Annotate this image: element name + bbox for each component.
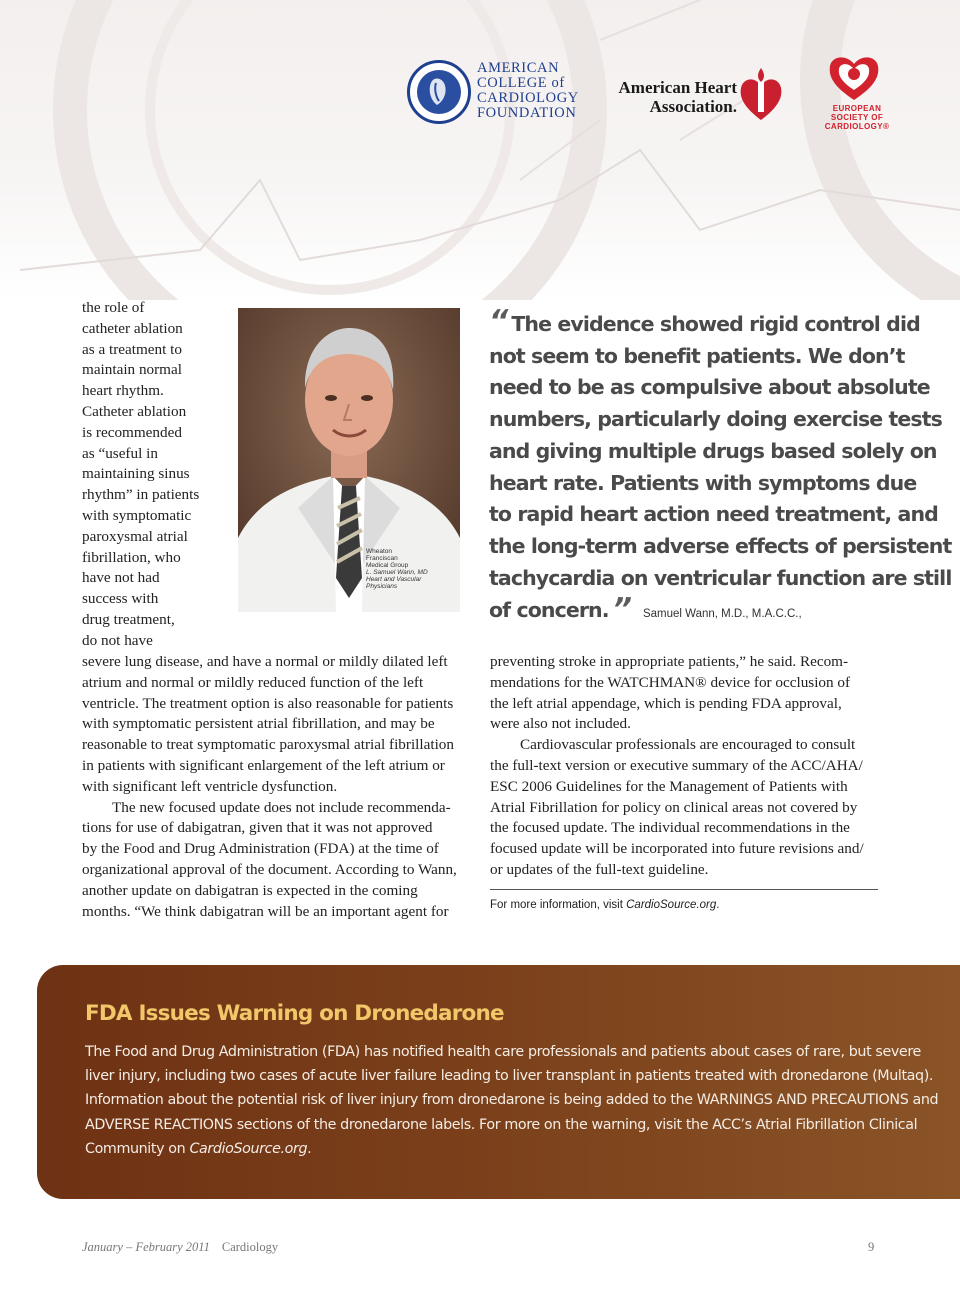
text-line: the left atrial appendage, which is pending FDA approval, <box>490 694 842 712</box>
sidebar-cardiosource-link[interactable]: CardioSource.org <box>189 1140 308 1157</box>
sidebar-line: liver injury, including two cases of acute liver failure leading to liver transplant in patients treated with dronedarone (Multaq). <box>85 1068 934 1085</box>
text-line: by the Food and Drug Administration (FDA) at the time of <box>82 840 439 858</box>
esc-wordmark: EUROPEAN SOCIETY OF CARDIOLOGY® <box>824 104 890 131</box>
text-line: rhythm” in patients <box>82 486 200 504</box>
divider-rule <box>490 889 878 890</box>
background-artwork <box>0 0 960 300</box>
acc-wordmark: AMERICAN COLLEGE of CARDIOLOGY FOUNDATION <box>477 60 579 121</box>
more-info-note: For more information, visit CardioSource.org. <box>490 899 720 911</box>
text-line: ventricle. The treatment option is also reasonable for patients <box>82 694 454 712</box>
name-badge: Wheaton Franciscan Medical Group L. Samuel Wann, MD Heart and Vascular Physicians <box>366 548 428 590</box>
article-narrow-column <box>82 298 237 652</box>
quote-line: heart rate. Patients with symptoms due <box>489 470 917 495</box>
text-line: with symptomatic <box>82 506 192 524</box>
page-number: 9 <box>868 1240 875 1254</box>
sidebar-line: ADVERSE REACTIONS sections of the dronedarone labels. For more on the warning, visit the ACC’s Atrial Fibrillation Clinical <box>85 1116 918 1133</box>
publication-name: Cardiology <box>221 1240 279 1254</box>
heart-icon <box>826 52 882 102</box>
text-line: severe lung disease, and have a normal or mildly dilated left <box>82 653 448 670</box>
text-line: atrium and normal or mildly reduced function of the left <box>82 673 424 691</box>
text-line: the role of <box>82 299 145 316</box>
text-line: the focused update. The individual recommendations in the <box>490 819 850 837</box>
text-line: organizational approval of the document. According to Wann, <box>82 860 457 878</box>
sidebar-line: Information about the potential risk of liver injury from dronedarone is being added to the WARNINGS AND PRECAUTIONS and <box>85 1092 939 1109</box>
quote-attribution: Samuel Wann, M.D., M.A.C.C., <box>642 608 802 621</box>
close-quote-mark: ” <box>612 592 629 628</box>
sidebar-body: The Food and Drug Administration (FDA) has notified health care professionals and patients about cases of rare, but severe liver injury, including two cases of acute liver failure leading to liver transplant in patients treated with dronedarone (Multaq). Information about the potential risk of liver injury from dronedarone is being added to the WARNINGS AND PRECAUTIONS and ADVERSE REACTIONS sections of the dronedarone labels. For more on the warning, visit the ACC’s Atrial Fibrillation Clinical Community on CardioSource.org. <box>85 1040 885 1161</box>
text-line: tions for use of dabigatran, given that it was not approved <box>82 819 433 837</box>
article-left-column <box>82 652 472 922</box>
quote-line: the long-term adverse effects of persistent <box>489 533 952 558</box>
quote-line: The evidence showed rigid control did <box>511 312 920 336</box>
text-line: do not have <box>82 631 153 649</box>
open-quote-mark: “ <box>489 304 506 339</box>
quote-line: to rapid heart action need treatment, and <box>489 502 938 527</box>
text-line: with symptomatic persistent atrial fibrillation, and may be <box>82 715 435 733</box>
sidebar-title: FDA Issues Warning on Dronedarone <box>85 1001 504 1026</box>
text-line: reasonable to treat symptomatic paroxysmal atrial fibrillation <box>82 736 454 754</box>
text-line: catheter ablation <box>82 319 183 337</box>
sidebar-line: The Food and Drug Administration (FDA) has notified health care professionals and patients about cases of rare, but severe <box>85 1044 921 1060</box>
quote-line: tachycardia on ventricular function are still <box>489 565 952 590</box>
text-line: The new focused update does not include recommenda- <box>112 798 451 816</box>
quote-line: of concern. <box>489 598 609 623</box>
text-line: heart rhythm. <box>82 382 164 400</box>
text-line: preventing stroke in appropriate patients,” he said. Recom- <box>490 653 849 670</box>
text-line: success with <box>82 590 159 608</box>
text-line: months. “We think dabigatran will be an important agent for <box>82 902 449 920</box>
quote-line: need to be as compulsive about absolute <box>489 375 930 400</box>
page-footer <box>82 1240 278 1255</box>
text-line: is recommended <box>82 423 182 441</box>
aha-logo <box>607 64 787 122</box>
acc-seal-icon <box>407 60 471 124</box>
text-line: in patients with significant enlargement of the left atrium or <box>82 756 445 774</box>
text-line: Cardiovascular professionals are encouraged to consult <box>520 736 856 754</box>
text-line: Atrial Fibrillation for policy on clinical areas not covered by <box>490 798 858 816</box>
cardiosource-link[interactable]: CardioSource.org <box>626 899 717 911</box>
text-line: Catheter ablation <box>82 402 187 420</box>
text-line: fibrillation, who <box>82 548 181 566</box>
quote-line: and giving multiple drugs based solely on <box>489 438 937 463</box>
acc-foundation-logo <box>407 58 587 126</box>
text-line: drug treatment, <box>82 610 175 628</box>
text-line: as “useful in <box>82 444 158 462</box>
text-line: were also not included. <box>490 715 631 733</box>
text-line: with significant left ventricle dysfunction. <box>82 777 338 795</box>
text-line: another update on dabigatran is expected in the coming <box>82 881 418 899</box>
issue-date: January – February 2011 <box>82 1240 210 1254</box>
aha-wordmark: American Heart Association. <box>618 78 737 116</box>
text-line: paroxysmal atrial <box>82 527 188 545</box>
article-right-column <box>490 652 880 881</box>
esc-logo <box>822 52 892 134</box>
pull-quote <box>489 304 952 631</box>
text-line: ESC 2006 Guidelines for the Management of Patients with <box>490 777 848 795</box>
text-line: maintain normal <box>82 361 182 379</box>
text-line: maintaining sinus <box>82 465 190 483</box>
portrait-photo <box>238 308 460 612</box>
text-line: focused update will be incorporated into future revisions and/ <box>490 840 864 858</box>
quote-line: not seem to benefit patients. We don’t <box>489 343 905 368</box>
text-line: have not had <box>82 569 160 587</box>
text-line: as a treatment to <box>82 340 182 358</box>
text-line: mendations for the WATCHMAN® device for occlusion of <box>490 673 851 691</box>
heart-torch-icon <box>737 64 785 122</box>
text-line: or updates of the full-text guideline. <box>490 860 709 878</box>
quote-line: numbers, particularly doing exercise tests <box>489 407 942 432</box>
text-line: the full-text version or executive summary of the ACC/AHA/ <box>490 756 863 774</box>
